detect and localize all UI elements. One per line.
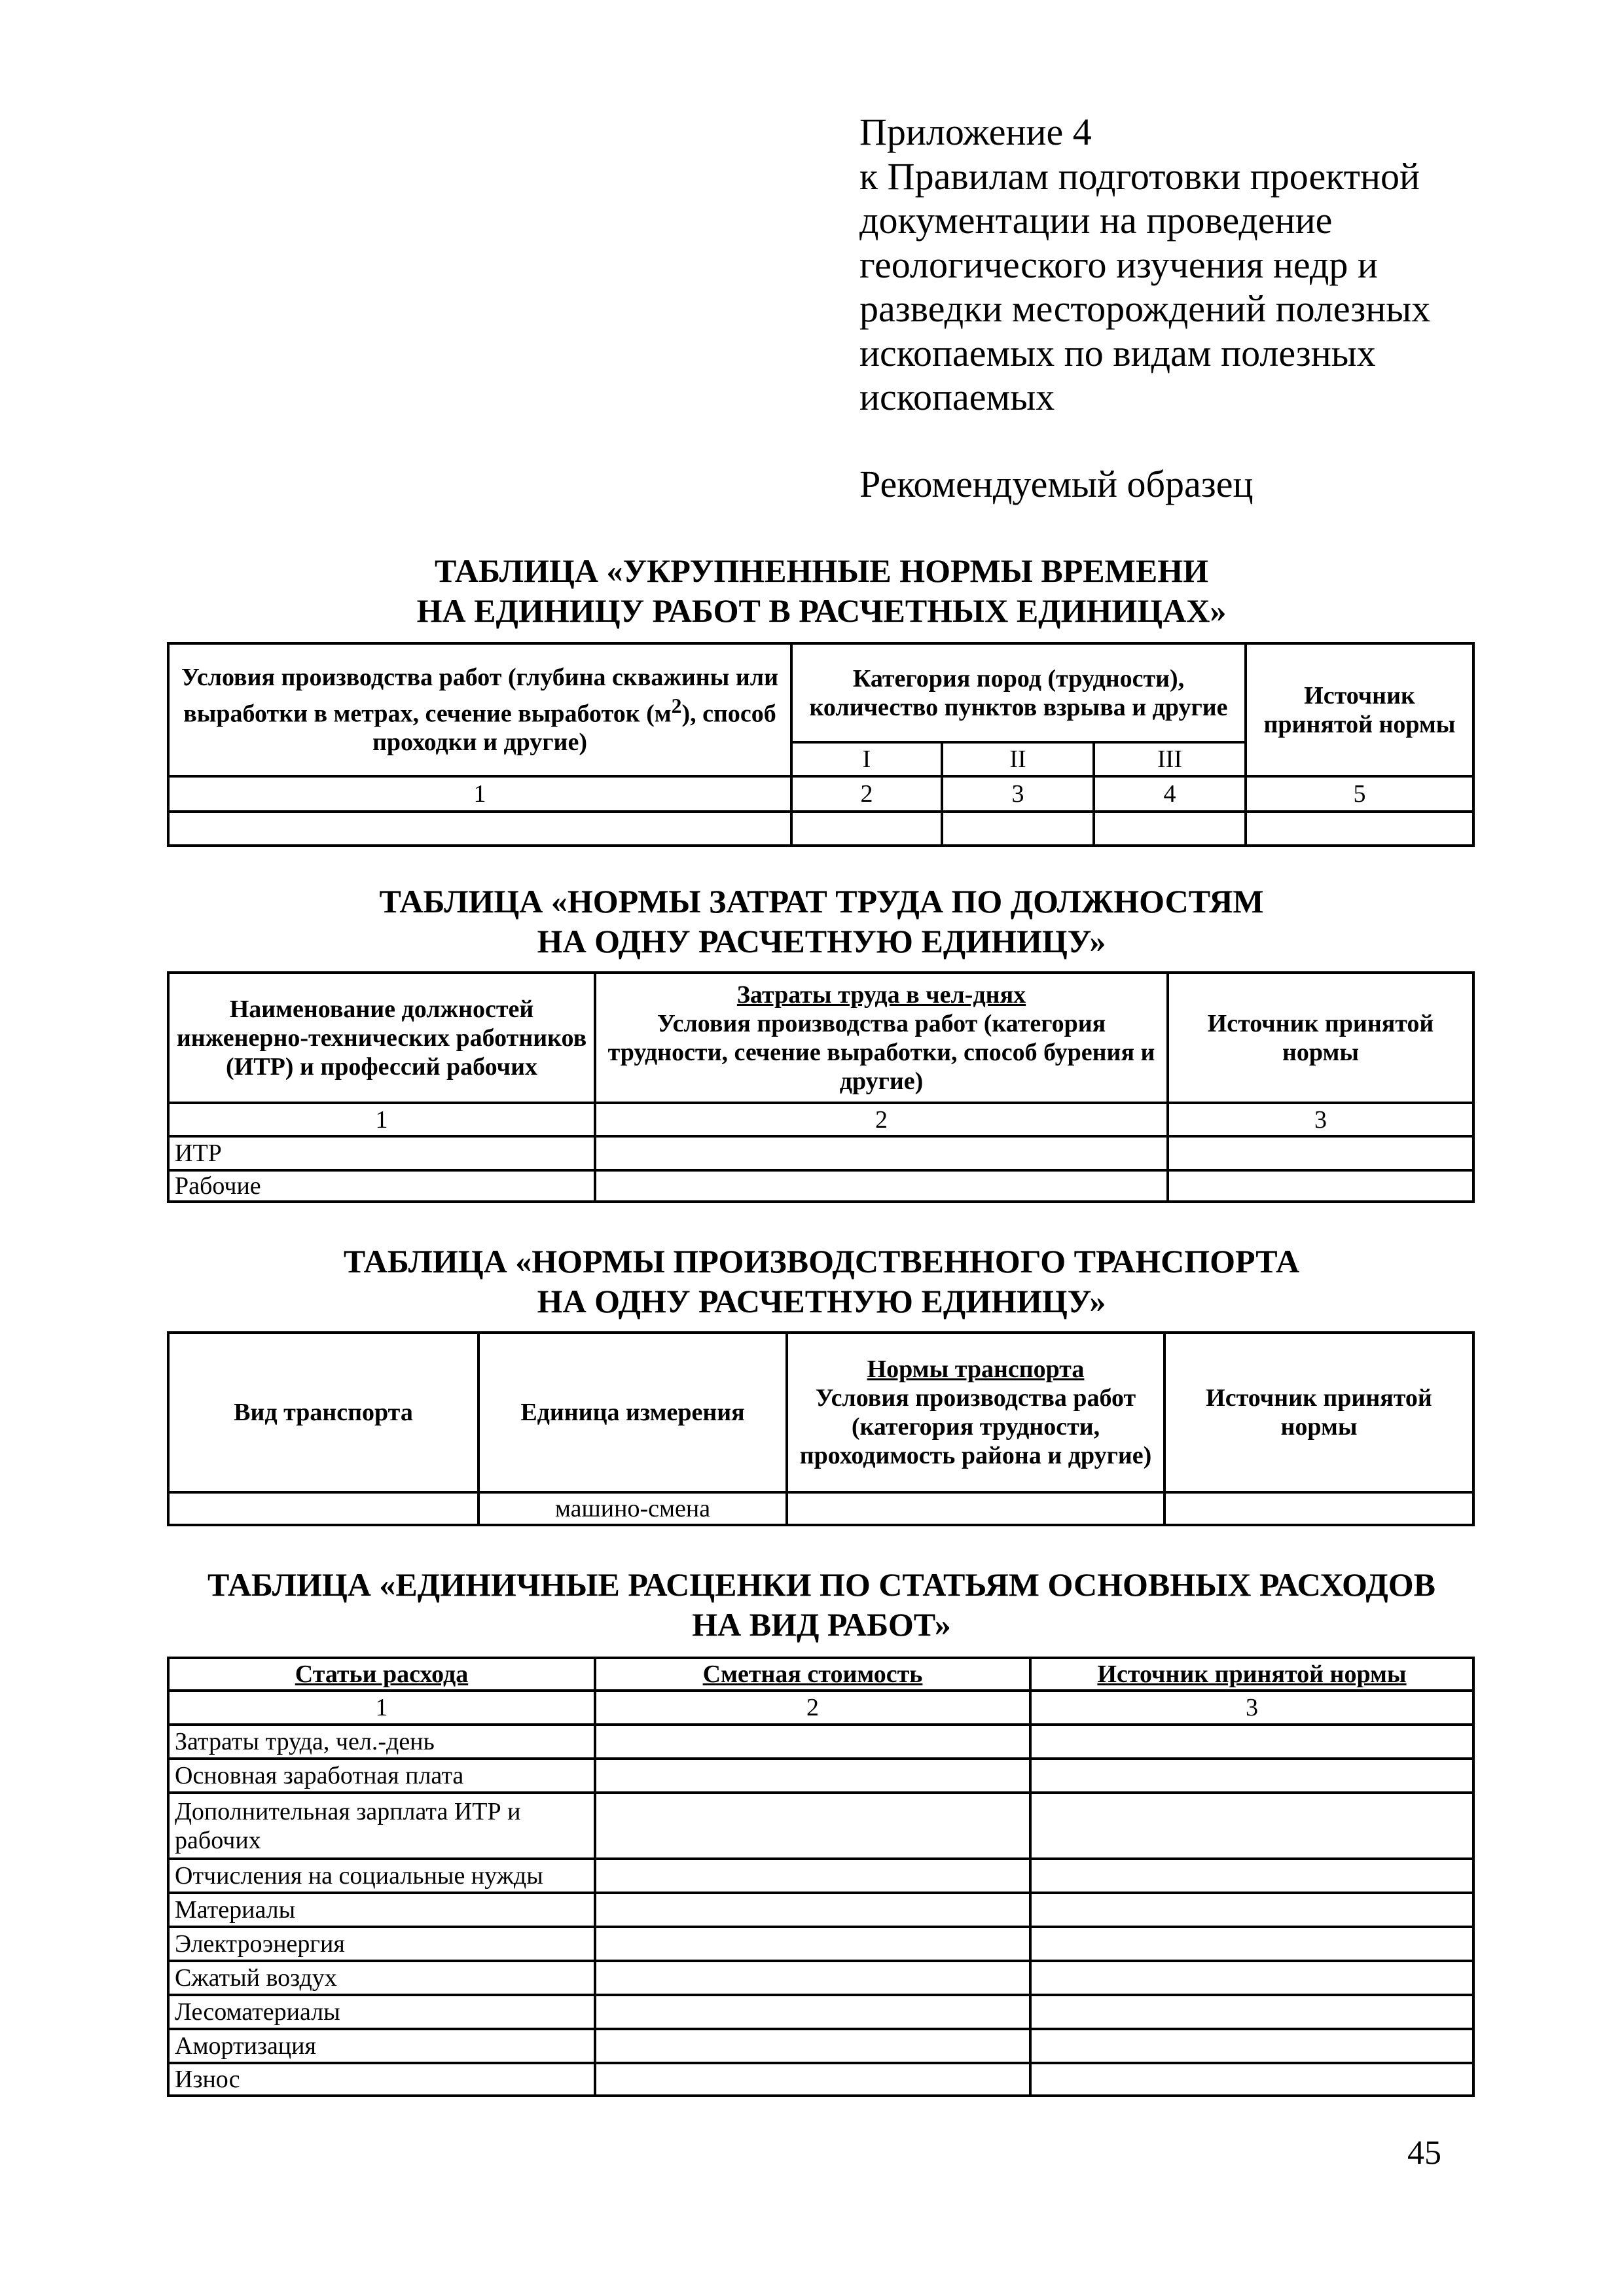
t3-header-unit: Единица измерения bbox=[478, 1333, 787, 1492]
t4-row-label: Сжатый воздух bbox=[168, 1961, 595, 1995]
title-line: ТАБЛИЦА «НОРМЫ ЗАТРАТ ТРУДА ПО ДОЛЖНОСТЯМ bbox=[379, 883, 1264, 920]
t1-cell bbox=[942, 812, 1094, 846]
t1-num: 3 bbox=[942, 776, 1094, 812]
t1-num: 1 bbox=[168, 776, 791, 812]
t1-num: 4 bbox=[1094, 776, 1246, 812]
t2-num: 2 bbox=[595, 1103, 1168, 1136]
t4-row-label: Затраты труда, чел.-день bbox=[168, 1725, 595, 1759]
t1-sub: II bbox=[942, 742, 1094, 776]
t4-num: 3 bbox=[1030, 1691, 1473, 1725]
t1-cell bbox=[791, 812, 942, 846]
header-line: к Правилам подготовки проектной bbox=[859, 154, 1420, 198]
table2-title bbox=[131, 882, 1512, 961]
t1-cell bbox=[1094, 812, 1246, 846]
title-line: ТАБЛИЦА «НОРМЫ ПРОИЗВОДСТВЕННОГО ТРАНСПОРТА bbox=[343, 1243, 1300, 1280]
header-line: документации на проведение bbox=[859, 199, 1333, 242]
t2-row-label: ИТР bbox=[168, 1136, 595, 1170]
t2-cell bbox=[595, 1170, 1168, 1202]
title-line: ТАБЛИЦА «ЕДИНИЧНЫЕ РАСЦЕНКИ ПО СТАТЬЯМ ОСНОВНЫХ РАСХОДОВ bbox=[207, 1566, 1436, 1603]
t3-header-transport: Вид транспорта bbox=[168, 1333, 478, 1492]
t4-header: Статьи расхода bbox=[168, 1658, 595, 1691]
t4-row-label: Отчисления на социальные нужды bbox=[168, 1859, 595, 1893]
t4-header: Сметная стоимость bbox=[595, 1658, 1030, 1691]
t4-row-label: Электроэнергия bbox=[168, 1927, 595, 1961]
t2-cell bbox=[1168, 1136, 1473, 1170]
header-line: ископаемых по видам полезных bbox=[859, 331, 1376, 374]
header-line: разведки месторождений полезных bbox=[859, 287, 1431, 330]
t2-row-label: Рабочие bbox=[168, 1170, 595, 1202]
t4-row-label: Амортизация bbox=[168, 2029, 595, 2063]
title-line: НА ОДНУ РАСЧЕТНУЮ ЕДИНИЦУ» bbox=[537, 1283, 1106, 1319]
t4-header: Источник принятой нормы bbox=[1030, 1658, 1473, 1691]
t4-row-label: Основная заработная плата bbox=[168, 1759, 595, 1793]
t4-row-label: Материалы bbox=[168, 1893, 595, 1927]
t1-header-source: Источник принятой нормы bbox=[1246, 643, 1473, 776]
t1-header-conditions: Условия производства работ (глубина скважины или выработки в метрах, сечение выработок $(м^2)$, способ проходки и другие) bbox=[168, 643, 791, 776]
t1-num: 5 bbox=[1246, 776, 1473, 812]
t2-num: 3 bbox=[1168, 1103, 1473, 1136]
title-line: НА ОДНУ РАСЧЕТНУЮ ЕДИНИЦУ» bbox=[537, 923, 1106, 960]
table1-title bbox=[131, 551, 1512, 631]
t3-header-source: Источник принятой нормы bbox=[1164, 1333, 1473, 1492]
t2-num: 1 bbox=[168, 1103, 595, 1136]
t1-cell bbox=[168, 812, 791, 846]
t3-unit: машино-смена bbox=[478, 1492, 787, 1525]
appendix-header bbox=[859, 110, 1430, 420]
table4 bbox=[167, 1657, 1475, 2097]
t4-row-label: Износ bbox=[168, 2063, 595, 2096]
header-line: Приложение 4 bbox=[859, 111, 1092, 153]
t1-num: 2 bbox=[791, 776, 942, 812]
t3-cell bbox=[168, 1492, 478, 1525]
t1-cell bbox=[1246, 812, 1473, 846]
t1-sub: I bbox=[791, 742, 942, 776]
t1-header-category: Категория пород (трудности), количество пунктов взрыва и другие bbox=[791, 643, 1246, 742]
header-line: геологического изучения недр и bbox=[859, 243, 1378, 286]
t3-header-norms: Нормы транспорта Условия производства работ (категория трудности, проходимость района и другие) bbox=[787, 1333, 1164, 1492]
t4-row-label: Лесоматериалы bbox=[168, 1995, 595, 2029]
t2-header-labor: Затраты труда в чел-днях Условия производства работ (категория трудности, сечение выработки, способ бурения и другие) bbox=[595, 973, 1168, 1103]
t1-sub: III bbox=[1094, 742, 1246, 776]
table4-title bbox=[131, 1565, 1512, 1645]
table1 bbox=[167, 642, 1475, 847]
title-line: НА ВИД РАБОТ» bbox=[692, 1606, 951, 1643]
t4-num: 1 bbox=[168, 1691, 595, 1725]
page-number: 45 bbox=[1407, 2134, 1441, 2172]
title-line: НА ЕДИНИЦУ РАБОТ В РАСЧЕТНЫХ ЕДИНИЦАХ» bbox=[416, 592, 1227, 629]
t3-cell bbox=[787, 1492, 1164, 1525]
t3-cell bbox=[1164, 1492, 1473, 1525]
t4-num: 2 bbox=[595, 1691, 1030, 1725]
t2-cell bbox=[1168, 1170, 1473, 1202]
header-line: ископаемых bbox=[859, 376, 1055, 418]
t2-header-positions: Наименование должностей инженерно-технических работников (ИТР) и профессий рабочих bbox=[168, 973, 595, 1103]
table3 bbox=[167, 1331, 1475, 1526]
t4-row-label: Дополнительная зарплата ИТР и рабочих bbox=[168, 1793, 595, 1859]
table3-title bbox=[131, 1242, 1512, 1321]
table2 bbox=[167, 971, 1475, 1203]
t2-cell bbox=[595, 1136, 1168, 1170]
t2-header-source: Источник принятой нормы bbox=[1168, 973, 1473, 1103]
recommended-sample-label: Рекомендуемый образец bbox=[859, 463, 1254, 505]
title-line: ТАБЛИЦА «УКРУПНЕННЫЕ НОРМЫ ВРЕМЕНИ bbox=[435, 552, 1208, 589]
